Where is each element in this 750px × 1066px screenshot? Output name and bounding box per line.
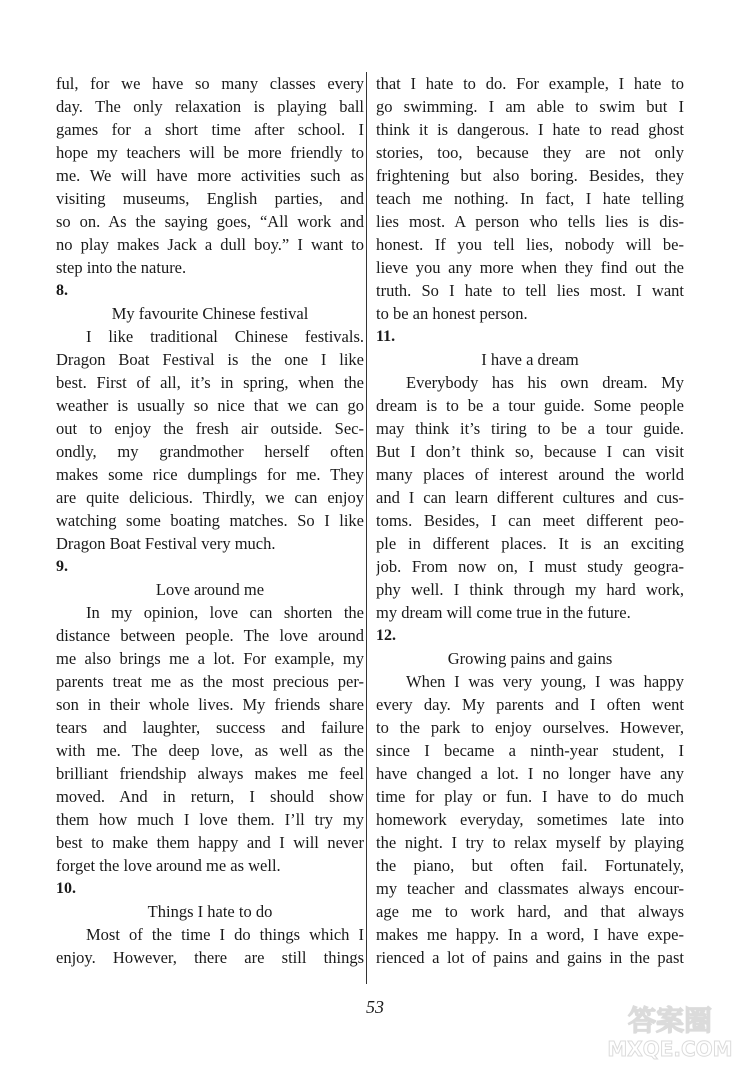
text-line: tears and laughter, success and failure <box>56 718 364 737</box>
text-line: no play makes Jack a dull boy.” I want to <box>56 235 364 254</box>
essay-title: Growing pains and gains <box>447 649 613 668</box>
section-number: 11. <box>376 328 396 345</box>
paragraph-first-line: In my opinion, love can shorten the <box>86 603 364 622</box>
text-line: lieve you any more when they find out the <box>376 258 684 277</box>
text-line: son in their whole lives. My friends share <box>56 695 364 714</box>
text-line: distance between people. The love around <box>56 626 364 645</box>
text-line: job. From now on, I must study geogra- <box>376 557 684 576</box>
text-line: the night. I try to relax myself by playing <box>376 833 684 852</box>
text-line: that I hate to do. For example, I hate to <box>376 74 684 93</box>
text-line: watching some boating matches. So I like <box>56 511 364 530</box>
text-line: visiting museums, English parties, and <box>56 189 364 208</box>
text-line: ondly, my grandmother herself often <box>56 442 364 461</box>
section-number: 8. <box>56 282 68 299</box>
left-column <box>56 72 364 969</box>
right-column <box>376 72 684 969</box>
text-line: toms. Besides, I can meet different peo- <box>376 511 684 530</box>
essay-title: Things I hate to do <box>147 902 273 921</box>
text-line: dream is to be a tour guide. Some people <box>376 396 684 415</box>
text-line: enjoy. However, there are still things <box>56 948 364 967</box>
text-line: brilliant friendship always makes me feel <box>56 764 364 783</box>
paragraph-first-line: When I was very young, I was happy <box>406 672 684 691</box>
text-line: games for a short time after school. I <box>56 120 364 139</box>
watermark-logo <box>600 1000 740 1062</box>
page-number: 53 <box>366 997 384 1017</box>
text-line: have changed a lot. I no longer have any <box>376 764 684 783</box>
text-line: rienced a lot of pains and gains in the past <box>376 948 684 967</box>
text-line: go swimming. I am able to swim but I <box>376 97 684 116</box>
watermark-top-text: 答案圈 <box>627 1004 713 1037</box>
text-line: best to make them happy and I will never <box>56 833 364 852</box>
text-line: time for play or fun. I have to do much <box>376 787 684 806</box>
text-line: moved. And in return, I should show <box>56 787 364 806</box>
paragraph-last-line: to be an honest person. <box>376 304 528 323</box>
text-line: day. The only relaxation is playing ball <box>56 97 364 116</box>
text-line: since I became a ninth-year student, I <box>376 741 684 760</box>
text-line: me also brings me a lot. For example, my <box>56 649 364 668</box>
watermark-bottom-text: MXQE.COM <box>607 1037 733 1061</box>
text-line: to the park to enjoy ourselves. However, <box>376 718 684 737</box>
text-line: with me. The deep love, as well as the <box>56 741 364 760</box>
text-line: truth. So I hate to tell lies most. I want <box>376 281 684 300</box>
paragraph-last-line: step into the nature. <box>56 258 187 277</box>
essay-title: Love around me <box>155 580 265 599</box>
text-line: stories, too, because they are not only <box>376 143 684 162</box>
text-line: honest. If you tell lies, nobody will be- <box>376 235 684 254</box>
paragraph-first-line: Everybody has his own dream. My <box>406 373 684 392</box>
text-line: hope my teachers will be more friendly to <box>56 143 364 162</box>
text-line: age me to work hard, and that always <box>376 902 684 921</box>
text-line: ple in different places. It is an exciting <box>376 534 684 553</box>
text-line: teach me nothing. In fact, I hate telling <box>376 189 684 208</box>
text-line: many places of interest around the world <box>376 465 684 484</box>
paragraph-first-line: Most of the time I do things which I <box>86 925 364 944</box>
essay-title: I have a dream <box>481 350 579 369</box>
text-line: the piano, but often fail. Fortunately, <box>376 856 684 875</box>
text-line: weather is usually so nice that we can go <box>56 396 364 415</box>
text-line: out to enjoy the fresh air outside. Sec- <box>56 419 364 438</box>
text-line: Dragon Boat Festival is the one I like <box>56 350 364 369</box>
text-line: ful, for we have so many classes every <box>56 74 364 93</box>
text-line: may think it’s tiring to be a tour guide. <box>376 419 684 438</box>
text-line: phy well. I think through my hard work, <box>376 580 684 599</box>
text-line: frightening but also boring. Besides, they <box>376 166 684 185</box>
text-line: my teacher and classmates always encour- <box>376 879 684 898</box>
paragraph-first-line: I like traditional Chinese festivals. <box>86 327 364 346</box>
text-line: homework everyday, sometimes late into <box>376 810 684 829</box>
text-line: every day. My parents and I often went <box>376 695 684 714</box>
text-line: best. First of all, it’s in spring, when the <box>56 373 364 392</box>
text-line: me. We will have more activities such as <box>56 166 364 185</box>
section-number: 9. <box>56 558 68 575</box>
text-line: and I can learn different cultures and cus- <box>376 488 684 507</box>
text-line: But I don’t think so, because I can visit <box>376 442 684 461</box>
paragraph-last-line: forget the love around me as well. <box>56 856 281 875</box>
text-line: makes some rice dumplings for me. They <box>56 465 364 484</box>
paragraph-last-line: my dream will come true in the future. <box>376 603 631 622</box>
text-line: parents treat me as the most precious per- <box>56 672 364 691</box>
text-line: them how much I love them. I’ll try my <box>56 810 364 829</box>
section-number: 10. <box>56 880 76 897</box>
essay-title: My favourite Chinese festival <box>111 304 309 323</box>
column-divider <box>366 72 367 984</box>
text-line: so on. As the saying goes, “All work and <box>56 212 364 231</box>
paragraph-last-line: Dragon Boat Festival very much. <box>56 534 276 553</box>
text-line: lies most. A person who tells lies is dis- <box>376 212 684 231</box>
text-line: are quite delicious. Thirdly, we can enjoy <box>56 488 364 507</box>
section-number: 12. <box>376 627 396 644</box>
text-line: makes me happy. In a word, I have expe- <box>376 925 684 944</box>
text-line: think it is dangerous. I hate to read ghost <box>376 120 684 139</box>
